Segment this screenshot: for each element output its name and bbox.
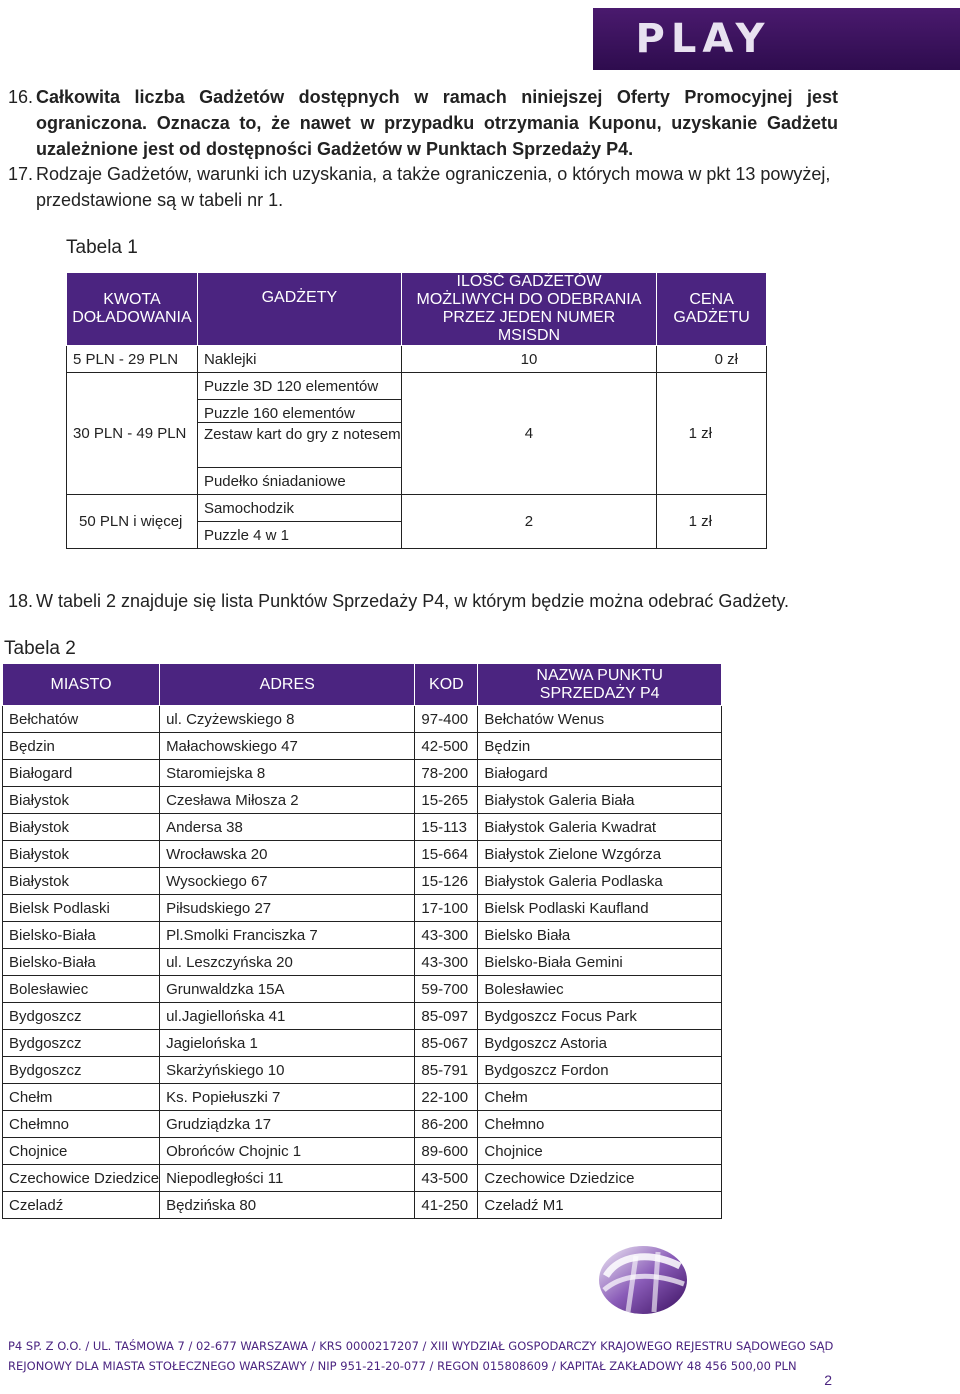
point-name-cell: Bydgoszcz Astoria bbox=[478, 1030, 722, 1057]
point-name-cell: Białystok Galeria Biała bbox=[478, 787, 722, 814]
table-row bbox=[3, 1138, 722, 1165]
city-cell: Białystok bbox=[3, 814, 160, 841]
table-row bbox=[3, 1111, 722, 1138]
gadget-table bbox=[66, 272, 767, 549]
point-name-cell: Czeladź M1 bbox=[478, 1192, 722, 1219]
sales-points-table bbox=[2, 663, 722, 1219]
code-cell: 43-300 bbox=[415, 949, 478, 976]
table-row bbox=[3, 922, 722, 949]
paragraph-16 bbox=[8, 84, 838, 162]
page-number: 2 bbox=[824, 1372, 832, 1388]
point-name-cell: Chełmno bbox=[478, 1111, 722, 1138]
address-cell: Wysockiego 67 bbox=[160, 868, 415, 895]
city-cell: Bydgoszcz bbox=[3, 1003, 160, 1030]
point-name-cell: Chojnice bbox=[478, 1138, 722, 1165]
table-header-row bbox=[67, 273, 767, 346]
paragraph-17 bbox=[8, 161, 838, 213]
footer-line-1: P4 SP. Z O.O. / UL. TAŚMOWA 7 / 02-677 WARSZAWA / KRS 0000217207 / XIII WYDZIAŁ GOSPODARCZY KRAJOWEGO REJESTRU SĄDOWEGO SĄD bbox=[8, 1339, 834, 1353]
city-cell: Bolesławiec bbox=[3, 976, 160, 1003]
table-row bbox=[3, 841, 722, 868]
city-cell: Bełchatów bbox=[3, 706, 160, 733]
point-name-cell: Białystok Galeria Podlaska bbox=[478, 868, 722, 895]
code-cell: 42-500 bbox=[415, 733, 478, 760]
gadget-cell: Puzzle 3D 120 elementów bbox=[197, 373, 401, 400]
address-cell: Ks. Popiełuszki 7 bbox=[160, 1084, 415, 1111]
table-row bbox=[3, 1003, 722, 1030]
city-cell: Białystok bbox=[3, 787, 160, 814]
table-row bbox=[3, 976, 722, 1003]
header-city: MIASTO bbox=[3, 664, 160, 706]
amount-cell: 5 PLN - 29 PLN bbox=[67, 346, 198, 373]
city-cell: Bielsk Podlaski bbox=[3, 895, 160, 922]
table-row bbox=[3, 706, 722, 733]
address-cell: ul. Leszczyńska 20 bbox=[160, 949, 415, 976]
city-cell: Bielsko-Biała bbox=[3, 949, 160, 976]
code-cell: 86-200 bbox=[415, 1111, 478, 1138]
city-cell: Chełmno bbox=[3, 1111, 160, 1138]
code-cell: 89-600 bbox=[415, 1138, 478, 1165]
address-cell: Piłsudskiego 27 bbox=[160, 895, 415, 922]
point-name-cell: Chełm bbox=[478, 1084, 722, 1111]
code-cell: 22-100 bbox=[415, 1084, 478, 1111]
table-row bbox=[3, 1084, 722, 1111]
table-row bbox=[3, 1165, 722, 1192]
header-point-name: NAZWA PUNKTU SPRZEDAŻY P4 bbox=[478, 664, 722, 706]
table-row bbox=[67, 346, 767, 373]
code-cell: 97-400 bbox=[415, 706, 478, 733]
table-row bbox=[67, 495, 767, 522]
paragraph-number: 17. bbox=[8, 164, 34, 184]
city-cell: Białystok bbox=[3, 841, 160, 868]
point-name-cell: Białystok Zielone Wzgórza bbox=[478, 841, 722, 868]
code-cell: 15-664 bbox=[415, 841, 478, 868]
gadget-cell: Puzzle 4 w 1 bbox=[197, 522, 401, 549]
city-cell: Czechowice Dziedzice bbox=[3, 1165, 160, 1192]
header-price: CENA GADŻETU bbox=[657, 273, 767, 346]
gadget-cell: Samochodzik bbox=[197, 495, 401, 522]
point-name-cell: Będzin bbox=[478, 733, 722, 760]
address-cell: Małachowskiego 47 bbox=[160, 733, 415, 760]
footer bbox=[8, 1336, 952, 1376]
table-header-row bbox=[3, 664, 722, 706]
point-name-cell: Bolesławiec bbox=[478, 976, 722, 1003]
gadget-cell: Puzzle 160 elementów bbox=[197, 400, 401, 423]
table-row bbox=[3, 1057, 722, 1084]
code-cell: 85-791 bbox=[415, 1057, 478, 1084]
code-cell: 85-067 bbox=[415, 1030, 478, 1057]
code-cell: 41-250 bbox=[415, 1192, 478, 1219]
table-row bbox=[3, 1192, 722, 1219]
address-cell: ul.Jagiellońska 41 bbox=[160, 1003, 415, 1030]
play-logo bbox=[593, 8, 960, 70]
table-row bbox=[3, 814, 722, 841]
address-cell: Obrońców Chojnic 1 bbox=[160, 1138, 415, 1165]
gadget-cell: Zestaw kart do gry z notesem bbox=[197, 423, 401, 468]
header-quantity: ILOŚĆ GADŻETÓW MOŻLIWYCH DO ODEBRANIA PRZEZ JEDEN NUMER MSISDN bbox=[401, 273, 656, 346]
code-cell: 78-200 bbox=[415, 760, 478, 787]
price-cell: 0 zł bbox=[657, 346, 767, 373]
code-cell: 17-100 bbox=[415, 895, 478, 922]
city-cell: Bydgoszcz bbox=[3, 1057, 160, 1084]
address-cell: Grudziądzka 17 bbox=[160, 1111, 415, 1138]
gadget-cell: Naklejki bbox=[197, 346, 401, 373]
price-cell: 1 zł bbox=[657, 495, 767, 549]
footer-line-2: REJONOWY DLA MIASTA STOŁECZNEGO WARSZAWY / NIP 951-21-20-077 / REGON 015808609 / KAPITAŁ ZAKŁADOWY 48 456 500,00 PLN bbox=[8, 1359, 797, 1373]
amount-cell: 50 PLN i więcej bbox=[67, 495, 198, 549]
table-row bbox=[3, 868, 722, 895]
point-name-cell: Czechowice Dziedzice bbox=[478, 1165, 722, 1192]
table-row bbox=[3, 787, 722, 814]
city-cell: Bydgoszcz bbox=[3, 1030, 160, 1057]
address-cell: Grunwaldzka 15A bbox=[160, 976, 415, 1003]
paragraph-number: 16. bbox=[8, 87, 34, 107]
paragraph-number: 18. bbox=[8, 591, 34, 611]
point-name-cell: Bydgoszcz Focus Park bbox=[478, 1003, 722, 1030]
table-row bbox=[3, 1030, 722, 1057]
header-gadgets: GADŻETY bbox=[197, 273, 401, 346]
table-row bbox=[67, 373, 767, 400]
point-name-cell: Bydgoszcz Fordon bbox=[478, 1057, 722, 1084]
paragraph-text: Całkowita liczba Gadżetów dostępnych w ramach niniejszej Oferty Promocyjnej jest ograniczona. Oznacza to, że nawet w przypadku otrzymania Kuponu, uzyskanie Gadżetu uzależnione jest od dostępności Gadżetów w Punktach Sprzedaży P4. bbox=[36, 87, 838, 159]
point-name-cell: Bielsk Podlaski Kaufland bbox=[478, 895, 722, 922]
quantity-cell: 2 bbox=[401, 495, 656, 549]
table-row bbox=[3, 760, 722, 787]
city-cell: Czeladź bbox=[3, 1192, 160, 1219]
paragraph-text: Rodzaje Gadżetów, warunki ich uzyskania, a także ograniczenia, o których mowa w pkt 13 powyżej, przedstawione są w tabeli nr 1. bbox=[36, 164, 831, 210]
city-cell: Będzin bbox=[3, 733, 160, 760]
city-cell: Białogard bbox=[3, 760, 160, 787]
city-cell: Chojnice bbox=[3, 1138, 160, 1165]
address-cell: Pl.Smolki Franciszka 7 bbox=[160, 922, 415, 949]
address-cell: Andersa 38 bbox=[160, 814, 415, 841]
point-name-cell: Białogard bbox=[478, 760, 722, 787]
price-cell: 1 zł bbox=[657, 373, 767, 495]
header-address: ADRES bbox=[160, 664, 415, 706]
city-cell: Bielsko-Biała bbox=[3, 922, 160, 949]
code-cell: 15-113 bbox=[415, 814, 478, 841]
code-cell: 15-126 bbox=[415, 868, 478, 895]
address-cell: Niepodległości 11 bbox=[160, 1165, 415, 1192]
address-cell: Jagielońska 1 bbox=[160, 1030, 415, 1057]
code-cell: 43-500 bbox=[415, 1165, 478, 1192]
address-cell: Skarżyńskiego 10 bbox=[160, 1057, 415, 1084]
point-name-cell: Bełchatów Wenus bbox=[478, 706, 722, 733]
city-cell: Białystok bbox=[3, 868, 160, 895]
table-row bbox=[3, 733, 722, 760]
header-amount: KWOTA DOŁADOWANIA bbox=[67, 273, 198, 346]
city-cell: Chełm bbox=[3, 1084, 160, 1111]
play-emblem-icon bbox=[588, 1236, 698, 1320]
amount-cell: 30 PLN - 49 PLN bbox=[67, 373, 198, 495]
logo-text: PLAY bbox=[635, 16, 771, 62]
table-row bbox=[3, 949, 722, 976]
code-cell: 59-700 bbox=[415, 976, 478, 1003]
address-cell: Będzińska 80 bbox=[160, 1192, 415, 1219]
code-cell: 85-097 bbox=[415, 1003, 478, 1030]
quantity-cell: 4 bbox=[401, 373, 656, 495]
address-cell: Czesława Miłosza 2 bbox=[160, 787, 415, 814]
gadget-cell: Pudełko śniadaniowe bbox=[197, 468, 401, 495]
address-cell: Wrocławska 20 bbox=[160, 841, 415, 868]
table2-caption: Tabela 2 bbox=[4, 638, 76, 659]
table1-caption: Tabela 1 bbox=[66, 237, 138, 258]
code-cell: 43-300 bbox=[415, 922, 478, 949]
point-name-cell: Bielsko Biała bbox=[478, 922, 722, 949]
address-cell: ul. Czyżewskiego 8 bbox=[160, 706, 415, 733]
code-cell: 15-265 bbox=[415, 787, 478, 814]
paragraph-text: W tabeli 2 znajduje się lista Punktów Sprzedaży P4, w którym będzie można odebrać Gadżety. bbox=[36, 591, 790, 611]
address-cell: Staromiejska 8 bbox=[160, 760, 415, 787]
point-name-cell: Bielsko-Biała Gemini bbox=[478, 949, 722, 976]
point-name-cell: Białystok Galeria Kwadrat bbox=[478, 814, 722, 841]
quantity-cell: 10 bbox=[401, 346, 656, 373]
table-row bbox=[3, 895, 722, 922]
paragraph-18 bbox=[8, 588, 838, 614]
header-code: KOD bbox=[415, 664, 478, 706]
